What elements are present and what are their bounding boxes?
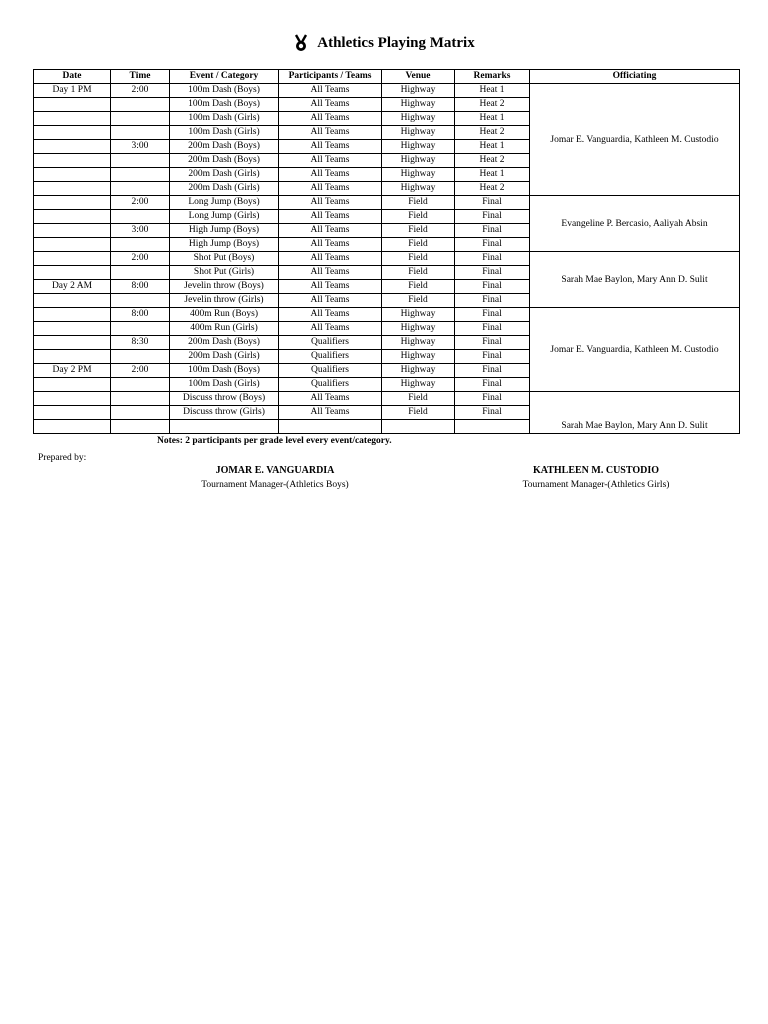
cell-date (34, 322, 111, 336)
cell-remarks (455, 420, 530, 434)
cell-participants: All Teams (279, 252, 382, 266)
cell-event: Shot Put (Boys) (170, 252, 279, 266)
cell-time: 2:00 (111, 252, 170, 266)
cell-time: 3:00 (111, 140, 170, 154)
signatory-role: Tournament Manager-(Athletics Girls) (522, 480, 670, 490)
cell-participants: All Teams (279, 154, 382, 168)
cell-participants: All Teams (279, 168, 382, 182)
cell-time: 8:00 (111, 280, 170, 294)
cell-event: Long Jump (Girls) (170, 210, 279, 224)
cell-participants: All Teams (279, 238, 382, 252)
cell-participants: All Teams (279, 280, 382, 294)
column-header-date: Date (34, 70, 111, 84)
cell-event (170, 420, 279, 434)
table-row (34, 308, 740, 322)
cell-time: 8:00 (111, 308, 170, 322)
cell-venue: Field (382, 280, 455, 294)
cell-event: 200m Dash (Girls) (170, 168, 279, 182)
signatory-name: KATHLEEN M. CUSTODIO (532, 465, 660, 476)
cell-date (34, 140, 111, 154)
cell-venue: Field (382, 224, 455, 238)
cell-date (34, 224, 111, 238)
cell-remarks: Final (455, 210, 530, 224)
cell-venue: Highway (382, 364, 455, 378)
cell-date: Day 2 AM (34, 280, 111, 294)
cell-venue: Highway (382, 336, 455, 350)
cell-officiating: Jomar E. Vanguardia, Kathleen M. Custodio (530, 308, 740, 392)
cell-event: Shot Put (Girls) (170, 266, 279, 280)
cell-date (34, 98, 111, 112)
column-header-venue: Venue (382, 70, 455, 84)
cell-remarks: Heat 2 (455, 182, 530, 196)
cell-remarks: Final (455, 392, 530, 406)
notes: Notes: 2 participants per grade level every event/category. (157, 436, 392, 446)
cell-event: 200m Dash (Girls) (170, 182, 279, 196)
table-row (34, 196, 740, 210)
cell-venue: Field (382, 238, 455, 252)
cell-remarks: Heat 1 (455, 140, 530, 154)
table-body (34, 84, 740, 434)
cell-date (34, 238, 111, 252)
cell-participants: All Teams (279, 392, 382, 406)
cell-event: Discuss throw (Girls) (170, 406, 279, 420)
cell-time (111, 182, 170, 196)
cell-participants: All Teams (279, 126, 382, 140)
column-header-time: Time (111, 70, 170, 84)
cell-venue: Highway (382, 112, 455, 126)
page-title-block (293, 34, 474, 52)
cell-remarks: Final (455, 252, 530, 266)
cell-participants: All Teams (279, 84, 382, 98)
cell-participants: All Teams (279, 210, 382, 224)
cell-remarks: Final (455, 280, 530, 294)
cell-participants: Qualifiers (279, 378, 382, 392)
column-header-officiating: Officiating (530, 70, 740, 84)
cell-date (34, 154, 111, 168)
cell-time (111, 154, 170, 168)
cell-remarks: Heat 2 (455, 98, 530, 112)
column-header-event: Event / Category (170, 70, 279, 84)
cell-remarks: Final (455, 350, 530, 364)
cell-venue: Field (382, 210, 455, 224)
cell-event: 200m Dash (Boys) (170, 154, 279, 168)
column-header-participants: Participants / Teams (279, 70, 382, 84)
cell-venue: Highway (382, 168, 455, 182)
cell-event: 100m Dash (Girls) (170, 126, 279, 140)
cell-date (34, 266, 111, 280)
cell-remarks: Final (455, 294, 530, 308)
cell-participants: Qualifiers (279, 364, 382, 378)
cell-time (111, 98, 170, 112)
cell-participants: All Teams (279, 196, 382, 210)
page-title: Athletics Playing Matrix (317, 34, 475, 51)
cell-date (34, 392, 111, 406)
cell-venue: Highway (382, 140, 455, 154)
cell-remarks: Final (455, 406, 530, 420)
cell-event: 100m Dash (Girls) (170, 378, 279, 392)
cell-venue: Field (382, 252, 455, 266)
cell-date (34, 196, 111, 210)
cell-remarks: Heat 1 (455, 168, 530, 182)
cell-event: 100m Dash (Boys) (170, 98, 279, 112)
cell-date (34, 378, 111, 392)
title-wrap (0, 34, 768, 57)
cell-date (34, 406, 111, 420)
cell-time (111, 406, 170, 420)
cell-venue: Field (382, 392, 455, 406)
cell-venue: Highway (382, 322, 455, 336)
cell-remarks: Final (455, 336, 530, 350)
cell-date: Day 1 PM (34, 84, 111, 98)
cell-participants: Qualifiers (279, 350, 382, 364)
cell-remarks: Heat 1 (455, 112, 530, 126)
cell-event: 200m Dash (Girls) (170, 350, 279, 364)
cell-remarks: Heat 2 (455, 126, 530, 140)
cell-participants: All Teams (279, 322, 382, 336)
signatory-girls (486, 465, 706, 490)
cell-participants: All Teams (279, 182, 382, 196)
cell-time: 3:00 (111, 224, 170, 238)
cell-participants: All Teams (279, 98, 382, 112)
cell-time (111, 266, 170, 280)
cell-venue: Highway (382, 126, 455, 140)
cell-participants: All Teams (279, 224, 382, 238)
cell-venue: Field (382, 266, 455, 280)
medal-icon (293, 34, 309, 52)
cell-date (34, 126, 111, 140)
signatory-boys (165, 465, 385, 490)
cell-date (34, 308, 111, 322)
cell-date (34, 252, 111, 266)
cell-time (111, 126, 170, 140)
cell-time: 2:00 (111, 364, 170, 378)
cell-participants: Qualifiers (279, 336, 382, 350)
cell-participants: All Teams (279, 112, 382, 126)
cell-event: Long Jump (Boys) (170, 196, 279, 210)
cell-officiating: Sarah Mae Baylon, Mary Ann D. Sulit (530, 392, 740, 434)
cell-remarks: Final (455, 196, 530, 210)
cell-date (34, 294, 111, 308)
cell-time: 8:30 (111, 336, 170, 350)
signatory-name: JOMAR E. VANGUARDIA (215, 465, 335, 476)
cell-officiating: Evangeline P. Bercasio, Aaliyah Absin (530, 196, 740, 252)
cell-event: High Jump (Boys) (170, 238, 279, 252)
cell-event: 400m Run (Boys) (170, 308, 279, 322)
prepared-by-label: Prepared by: (38, 453, 87, 463)
cell-remarks: Final (455, 224, 530, 238)
table-header-row (34, 70, 740, 84)
cell-date (34, 182, 111, 196)
table-row (34, 392, 740, 406)
cell-participants: All Teams (279, 266, 382, 280)
table-row (34, 84, 740, 98)
cell-time (111, 238, 170, 252)
cell-date: Day 2 PM (34, 364, 111, 378)
cell-remarks: Final (455, 266, 530, 280)
cell-remarks: Heat 2 (455, 154, 530, 168)
cell-event: 200m Dash (Boys) (170, 336, 279, 350)
cell-remarks: Final (455, 378, 530, 392)
cell-event: Discuss throw (Boys) (170, 392, 279, 406)
cell-remarks: Final (455, 308, 530, 322)
cell-time (111, 322, 170, 336)
cell-remarks: Final (455, 238, 530, 252)
cell-venue: Highway (382, 84, 455, 98)
column-header-remarks: Remarks (455, 70, 530, 84)
cell-event: 100m Dash (Girls) (170, 112, 279, 126)
cell-date (34, 168, 111, 182)
cell-event: 100m Dash (Boys) (170, 364, 279, 378)
playing-matrix-table (33, 69, 740, 434)
cell-time (111, 378, 170, 392)
cell-event: High Jump (Boys) (170, 224, 279, 238)
cell-date (34, 336, 111, 350)
cell-time (111, 294, 170, 308)
cell-remarks: Final (455, 364, 530, 378)
cell-time (111, 112, 170, 126)
cell-date (34, 420, 111, 434)
cell-participants (279, 420, 382, 434)
table-row (34, 252, 740, 266)
cell-event: 100m Dash (Boys) (170, 84, 279, 98)
cell-venue: Highway (382, 350, 455, 364)
cell-time (111, 392, 170, 406)
cell-date (34, 112, 111, 126)
cell-venue: Field (382, 294, 455, 308)
cell-venue: Highway (382, 378, 455, 392)
signatory-role: Tournament Manager-(Athletics Boys) (201, 480, 349, 490)
cell-participants: All Teams (279, 308, 382, 322)
cell-venue: Field (382, 196, 455, 210)
cell-participants: All Teams (279, 406, 382, 420)
cell-event: 200m Dash (Boys) (170, 140, 279, 154)
cell-remarks: Final (455, 322, 530, 336)
cell-venue: Highway (382, 308, 455, 322)
cell-officiating: Sarah Mae Baylon, Mary Ann D. Sulit (530, 252, 740, 308)
cell-venue: Highway (382, 154, 455, 168)
cell-time (111, 350, 170, 364)
cell-remarks: Heat 1 (455, 84, 530, 98)
cell-event: Jevelin throw (Boys) (170, 280, 279, 294)
cell-participants: All Teams (279, 140, 382, 154)
cell-venue: Highway (382, 98, 455, 112)
cell-date (34, 350, 111, 364)
cell-participants: All Teams (279, 294, 382, 308)
cell-event: 400m Run (Girls) (170, 322, 279, 336)
cell-time: 2:00 (111, 196, 170, 210)
cell-venue: Highway (382, 182, 455, 196)
cell-time (111, 420, 170, 434)
cell-time: 2:00 (111, 84, 170, 98)
cell-time (111, 168, 170, 182)
cell-time (111, 210, 170, 224)
cell-venue (382, 420, 455, 434)
cell-date (34, 210, 111, 224)
cell-event: Jevelin throw (Girls) (170, 294, 279, 308)
cell-venue: Field (382, 406, 455, 420)
cell-officiating: Jomar E. Vanguardia, Kathleen M. Custodio (530, 84, 740, 196)
